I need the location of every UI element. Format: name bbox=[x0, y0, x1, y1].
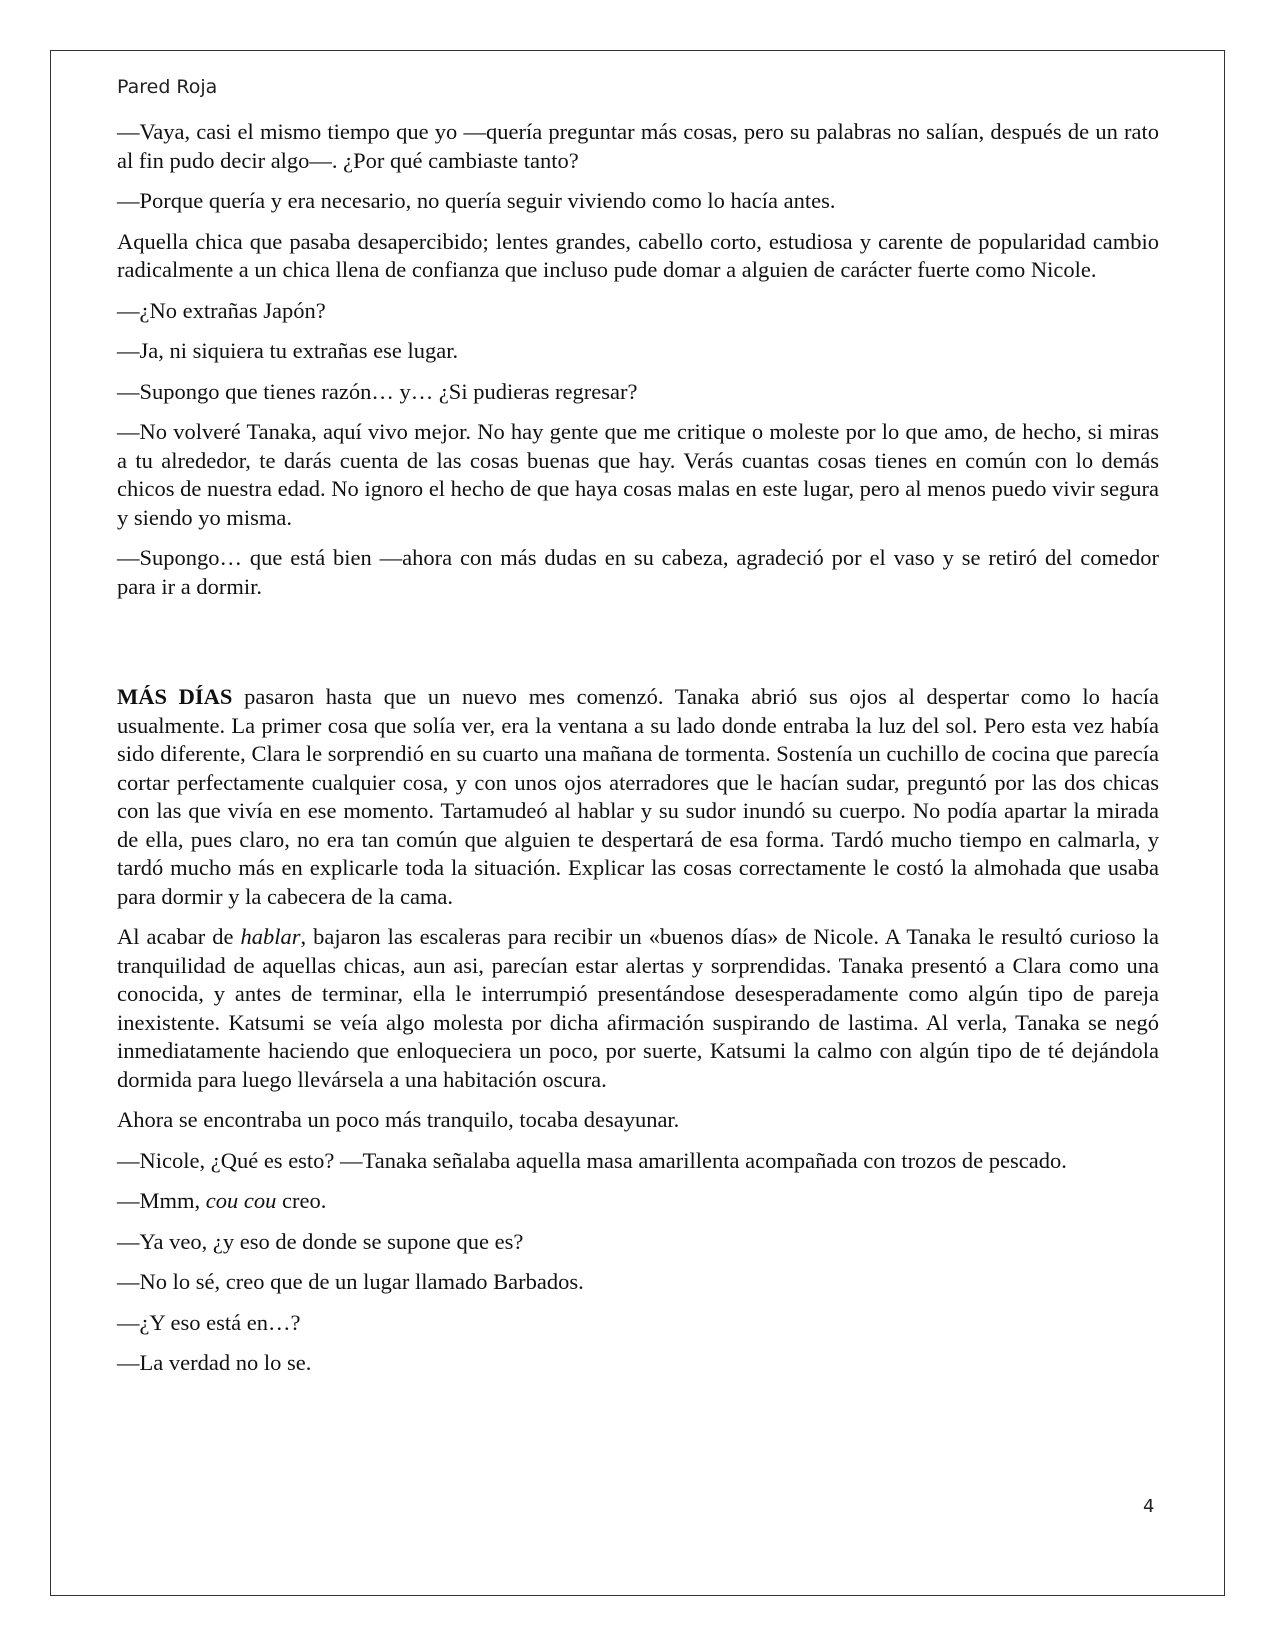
paragraph: Ahora se encontraba un poco más tranquilo, tocaba desayunar. bbox=[117, 1107, 680, 1132]
section-lead-bold: MÁS DÍAS bbox=[117, 684, 233, 709]
page-number: 4 bbox=[1143, 1496, 1155, 1517]
paragraph: —Porque quería y era necesario, no quería seguir viviendo como lo hacía antes. bbox=[117, 188, 836, 213]
paragraph: —Ja, ni siquiera tu extrañas ese lugar. bbox=[117, 338, 459, 363]
paragraph bbox=[117, 923, 1159, 1094]
paragraph-text: Al acabar de bbox=[117, 924, 241, 949]
italic-word: cou cou bbox=[205, 1188, 277, 1213]
italic-word: hablar bbox=[240, 924, 301, 949]
paragraph: —No volveré Tanaka, aquí vivo mejor. No hay gente que me critique o moleste por lo que amo, de hecho, si miras a tu alrededor, te darás cuenta de las cosas buenas que hay. Verás cuantas cosas tienes en común con lo demás chicos de nuestra edad. No ignoro el hecho de que haya cosas malas en este lugar, pero al menos puedo vivir segura y siendo yo misma. bbox=[117, 419, 1159, 530]
paragraph: —No lo sé, creo que de un lugar llamado Barbados. bbox=[117, 1269, 584, 1294]
paragraph: —Supongo… que está bien —ahora con más dudas en su cabeza, agradeció por el vaso y se retiró del comedor para ir a dormir. bbox=[117, 545, 1159, 599]
page-content bbox=[117, 118, 1159, 1390]
paragraph: —Vaya, casi el mismo tiempo que yo —quería preguntar más cosas, pero su palabras no salían, después de un rato al fin pudo decir algo—. ¿Por qué cambiaste tanto? bbox=[117, 119, 1159, 173]
section-text: pasaron hasta que un nuevo mes comenzó. Tanaka abrió sus ojos al despertar como lo hacía usualmente. La primer cosa que solía ver, era la ventana a su lado donde entraba la luz del sol. Pero esta vez había sido diferente, Clara le sorprendió en su cuarto una mañana de tormenta. Sostenía un cuchillo de cocina que parecía cortar perfectamente cualquier cosa, y con unos ojos aterradores que le hacían sudar, preguntó por las dos chicas con las que vivía en ese momento. Tartamudeó al hablar y su sudor inundó su cuerpo. No podía apartar la mirada de ella, pues claro, no era tan común que alguien te despertará de esa forma. Tardó mucho tiempo en calmarla, y tardó mucho más en explicarle toda la situación. Explicar las cosas correctamente le costó la almohada que usaba para dormir y la cabecera de la cama. bbox=[117, 684, 1159, 909]
paragraph-text: —Mmm, bbox=[117, 1188, 206, 1213]
section-paragraph bbox=[117, 683, 1159, 911]
paragraph: —La verdad no lo se. bbox=[117, 1350, 312, 1375]
paragraph: —¿No extrañas Japón? bbox=[117, 297, 326, 323]
paragraph-text: creo. bbox=[276, 1188, 327, 1213]
paragraph: —Ya veo, ¿y eso de donde se supone que es? bbox=[117, 1228, 524, 1254]
paragraph: —¿Y eso está en…? bbox=[117, 1309, 301, 1335]
paragraph bbox=[117, 1187, 1159, 1216]
running-header: Pared Roja bbox=[117, 76, 218, 98]
paragraph: —Nicole, ¿Qué es esto? —Tanaka señalaba aquella masa amarillenta acompañada con trozos de pescado. bbox=[117, 1147, 1067, 1173]
paragraph: Aquella chica que pasaba desapercibido; lentes grandes, cabello corto, estudiosa y carente de popularidad cambio radicalmente a un chica llena de confianza que incluso pude domar a alguien de carácter fuerte como Nicole. bbox=[117, 228, 1159, 282]
paragraph: —Supongo que tienes razón… y… ¿Si pudieras regresar? bbox=[117, 378, 638, 404]
paragraph-text: , bajaron las escaleras para recibir un «buenos días» de Nicole. A Tanaka le resultó curioso la tranquilidad de aquellas chicas, aun asi, parecían estar alertas y sorprendidas. Tanaka presentó a Clara como una conocida, y antes de terminar, ella le interrumpió presentándose desesperadamente como algún tipo de pareja inexistente. Katsumi se veía algo molesta por dicha afirmación suspirando de lastima. Al verla, Tanaka se negó inmediatamente haciendo que enloqueciera un poco, por suerte, Katsumi la calmo con algún tipo de té dejándola dormida para luego llevársela a una habitación oscura. bbox=[117, 924, 1160, 1092]
